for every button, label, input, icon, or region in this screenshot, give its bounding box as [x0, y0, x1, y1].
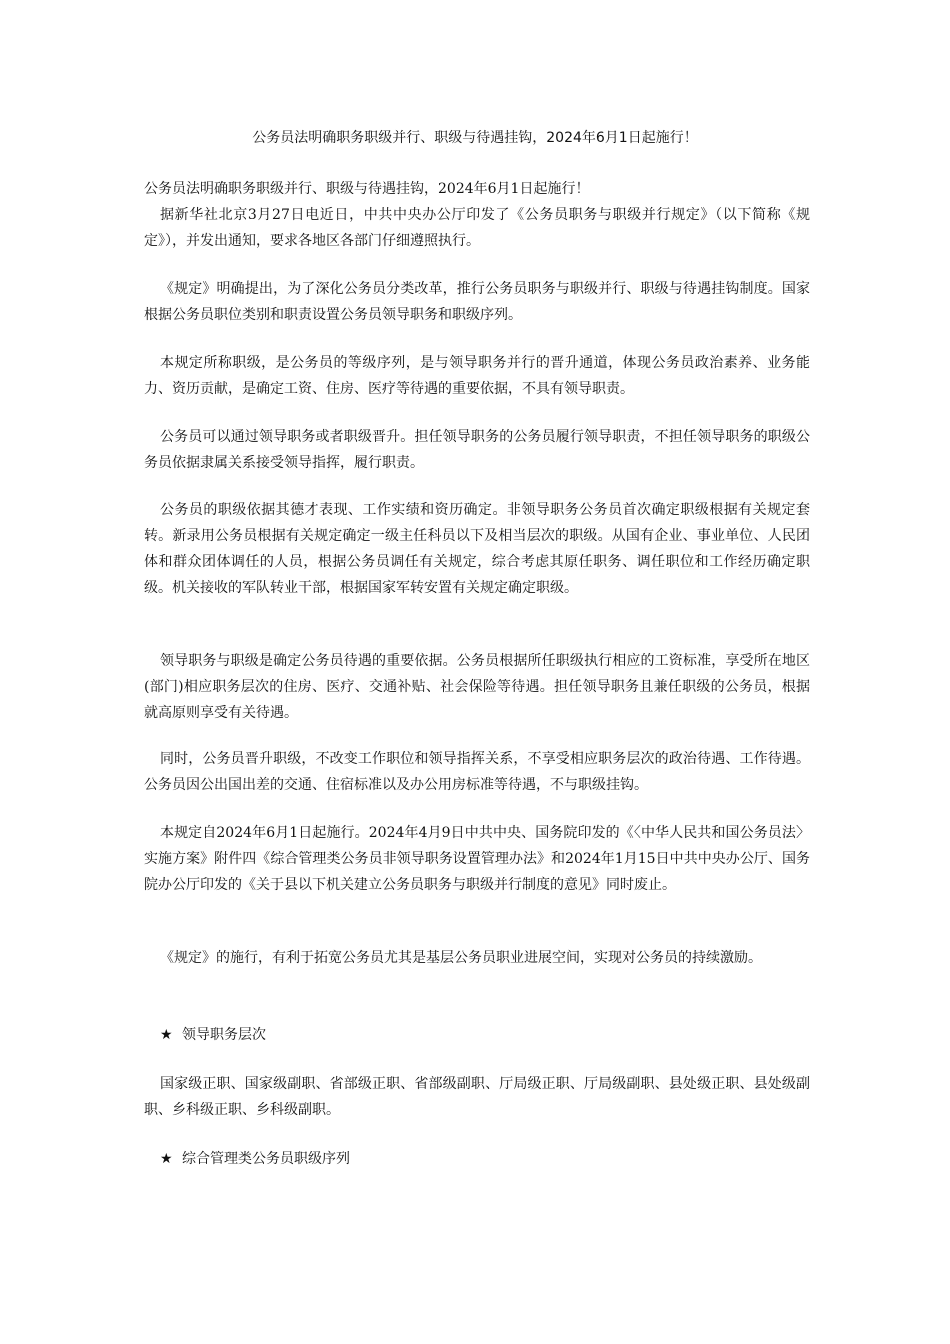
paragraph-7: 同时，公务员晋升职级，不改变工作职位和领导指挥关系，不享受相应职务层次的政治待遇、工作待遇。公务员因公出国出差的交通、住宿标准以及办公用房标准等待遇，不与职级挂钩。 — [144, 751, 810, 793]
star-icon: ★ — [160, 1027, 173, 1043]
paragraph-9: 《规定》的施行，有利于拓宽公务员尤其是基层公务员职业进展空间，实现对公务员的持续激励。 — [160, 950, 762, 966]
leadership-levels-list: 国家级正职、国家级副职、省部级正职、省部级副职、厅局级正职、厅局级副职、县处级正职、县处级副职、乡科级正职、乡科级副职。 — [144, 1076, 810, 1118]
paragraph-8: 本规定自2024年6月1日起施行。2024年4月9日中共中央、国务院印发的《〈中华人民共和国公务员法〉实施方案》附件四《综合管理类公务员非领导职务设置管理办法》和2024年1月15日中共中央办公厅、国务院办公厅印发的《关于县以下机关建立公务员职务与职级并行制度的意见》同时废止。 — [144, 825, 810, 893]
section-heading-text: 领导职务层次 — [182, 1027, 266, 1043]
paragraph-4: 公务员可以通过领导职务或者职级晋升。担任领导职务的公务员履行领导职责，不担任领导职务的职级公务员依据隶属关系接受领导指挥，履行职责。 — [144, 429, 810, 471]
paragraph-2: 《规定》明确提出，为了深化公务员分类改革，推行公务员职务与职级并行、职级与待遇挂钩制度。国家根据公务员职位类别和职责设置公务员领导职务和职级序列。 — [144, 281, 810, 323]
section-heading-rank-sequence — [160, 1146, 350, 1172]
section-heading-leadership-levels — [160, 1022, 266, 1048]
document-subtitle: 公务员法明确职务职级并行、职级与待遇挂钩，2024年6月1日起施行！ — [144, 181, 590, 197]
paragraph-1: 据新华社北京3月27日电近日，中共中央办公厅印发了《公务员职务与职级并行规定》（以下简称《规定》），并发出通知，要求各地区各部门仔细遵照执行。 — [144, 207, 810, 249]
paragraph-6: 领导职务与职级是确定公务员待遇的重要依据。公务员根据所任职级执行相应的工资标准，享受所在地区(部门)相应职务层次的住房、医疗、交通补贴、社会保险等待遇。担任领导职务且兼任职级的公务员，根据就高原则享受有关待遇。 — [144, 653, 810, 721]
paragraph-5: 公务员的职级依据其德才表现、工作实绩和资历确定。非领导职务公务员首次确定职级根据有关规定套转。新录用公务员根据有关规定确定一级主任科员以下及相当层次的职级。从国有企业、事业单位、人民团体和群众团体调任的人员，根据公务员调任有关规定，综合考虑其原任职务、调任职位和工作经历确定职级。机关接收的军队转业干部，根据国家军转安置有关规定确定职级。 — [144, 502, 810, 596]
section-heading-text: 综合管理类公务员职级序列 — [182, 1151, 350, 1167]
paragraph-3: 本规定所称职级，是公务员的等级序列，是与领导职务并行的晋升通道，体现公务员政治素养、业务能力、资历贡献，是确定工资、住房、医疗等待遇的重要依据，不具有领导职责。 — [144, 355, 810, 397]
star-icon: ★ — [160, 1151, 173, 1167]
document-title: 公务员法明确职务职级并行、职级与待遇挂钩，2024年6月1日起施行！ — [252, 130, 698, 146]
